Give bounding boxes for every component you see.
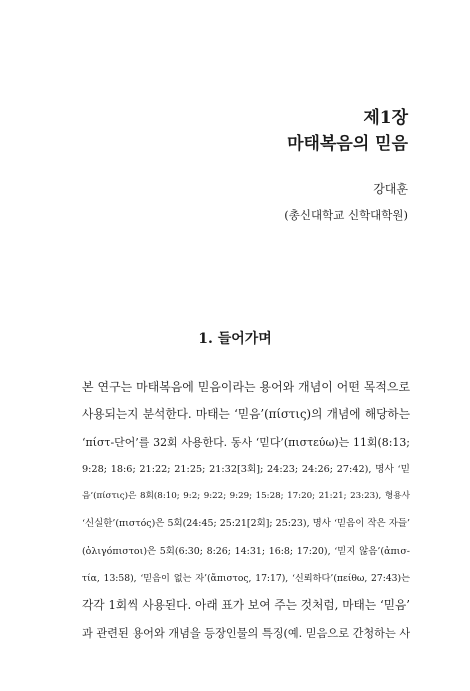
body-line: ‘πίστ-단어’를 32회 사용한다. 동사 ‘믿다’(πιστεύω)는 11회(8:13; bbox=[82, 435, 410, 449]
chapter-title: 마태복음의 믿음 bbox=[287, 134, 408, 154]
body-line: ‘신실한’(πιστός)은 5회(24:45; 25:21[2회]; 25:23), 명사 ‘믿음이 작은 자들’ bbox=[82, 518, 410, 530]
author-affiliation: (총신대학교 신학대학원) bbox=[284, 208, 408, 222]
body-line: 음’(πίστις)은 8회(8:10; 9:2; 9:22; 9:29; 15:28; 17:20; 21:21; 23:23), 형용사 bbox=[82, 491, 410, 502]
body-line: 과 관련된 용어와 개념을 등장인물의 특징(예. 믿음으로 간청하는 사 bbox=[82, 626, 410, 640]
section-heading: 1. 들어가며 bbox=[198, 331, 272, 347]
body-line: 사용되는지 분석한다. 마태는 ‘믿음’(πίστις)의 개념에 해당하는 bbox=[82, 407, 410, 422]
body-line: τία, 13:58), ‘믿음이 없는 자’(ἄπιστος, 17:17), ‘신뢰하다’(πείθω, 27:43)는 bbox=[82, 573, 410, 585]
author-name: 강대훈 bbox=[373, 182, 408, 196]
body-paragraph bbox=[82, 374, 410, 647]
body-line: 각각 1회씩 사용된다. 아래 표가 보여 주는 것처럼, 마태는 ‘믿음’ bbox=[82, 598, 410, 613]
chapter-number: 제1장 bbox=[363, 108, 408, 128]
body-line: 9:28; 18:6; 21:22; 21:25; 21:32[3회]; 24:23; 24:26; 27:42), 명사 ‘믿 bbox=[82, 463, 410, 475]
body-line: (ὀλιγόπιστοι)은 5회(6:30; 8:26; 14:31; 16:8; 17:20), ‘믿지 않음’(ἀπισ- bbox=[82, 545, 410, 557]
body-line: 본 연구는 마태복음에 믿음이라는 용어와 개념이 어떤 목적으로 bbox=[82, 380, 410, 394]
